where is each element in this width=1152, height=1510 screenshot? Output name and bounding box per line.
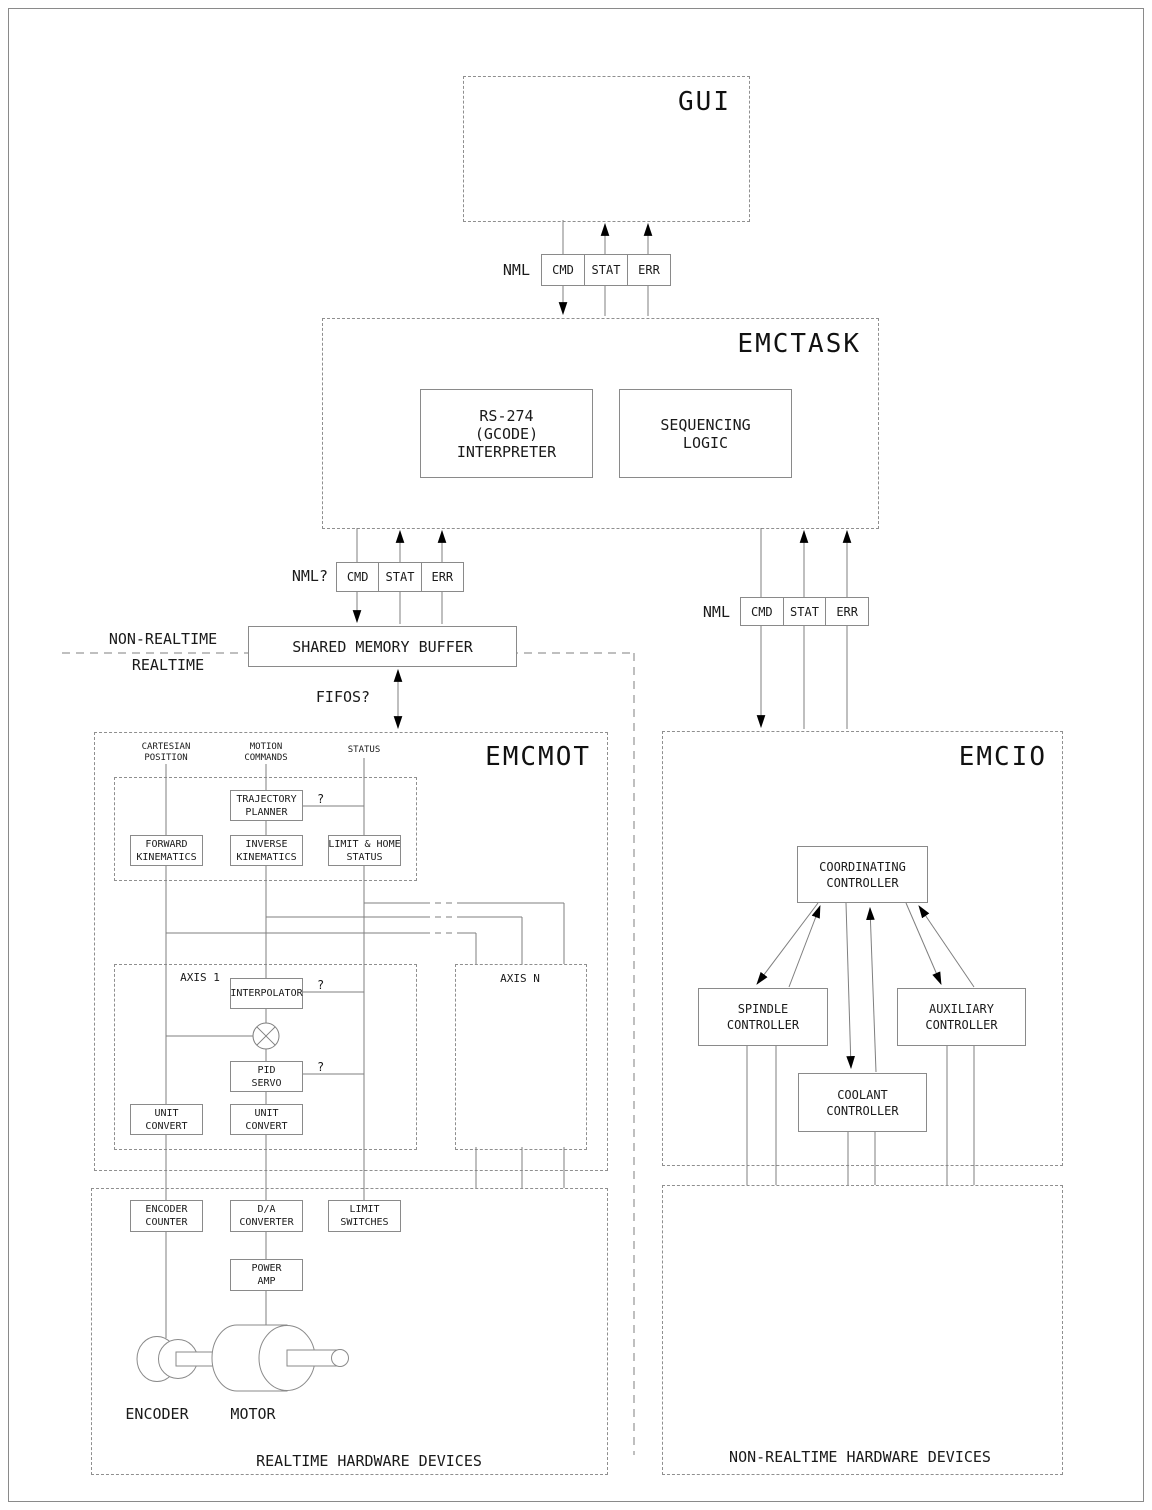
motor-shaft-icon: [287, 1350, 338, 1366]
auxiliary-controller-box: AUXILIARY CONTROLLER: [897, 988, 1026, 1046]
rs274-interpreter-box: [420, 389, 593, 478]
nml-gui-err: ERR: [627, 255, 670, 285]
nml-task-err: ERR: [421, 563, 463, 591]
realtime-hardware-caption: REALTIME HARDWARE DEVICES: [256, 1452, 482, 1470]
nml-gui-label: NML: [502, 261, 530, 279]
rs274-line1: RS-274: [479, 406, 534, 425]
nml-io-err: ERR: [825, 598, 868, 625]
emcio-title: EMCIO: [958, 742, 1047, 772]
header-status: STATUS: [347, 745, 381, 755]
summing-junction-icon: [253, 1023, 279, 1049]
spindle-controller-box: SPINDLE CONTROLLER: [698, 988, 828, 1046]
nml-task-stat: STAT: [378, 563, 420, 591]
encoder-label: ENCODER: [125, 1405, 189, 1423]
sequencing-logic-box: [619, 389, 792, 478]
limit-home-status-box: LIMIT & HOME STATUS: [328, 835, 401, 866]
power-amp-box: POWER AMP: [230, 1259, 303, 1291]
axisn-label: AXIS N: [500, 972, 540, 985]
nml-gui-cmd: CMD: [552, 263, 574, 277]
axis1-label: AXIS 1: [180, 971, 220, 984]
nml-gui-row: [541, 254, 671, 286]
motor-label: MOTOR: [230, 1405, 276, 1423]
nml-task-cmd: CMD: [346, 570, 369, 584]
nml-io-stat: STAT: [783, 598, 826, 625]
question-mark-pid: ?: [317, 1060, 325, 1074]
question-mark-interpolator: ?: [317, 978, 325, 992]
nml-task-label: NML?: [291, 567, 328, 585]
interpolator-box: INTERPOLATOR: [230, 978, 303, 1009]
rs274-line3: INTERPRETER: [456, 442, 557, 461]
sequencing-line1: SEQUENCING: [660, 415, 751, 434]
question-mark-trajectory: ?: [317, 792, 325, 806]
shared-memory-buffer-box: [248, 626, 517, 667]
gui-title: GUI: [678, 87, 731, 117]
encoder-shaft-icon: [176, 1352, 216, 1366]
header-motion-commands: MOTION COMMANDS: [244, 742, 288, 763]
forward-kinematics-box: FORWARD KINEMATICS: [130, 835, 203, 866]
encoder-motor-drawing: [137, 1325, 349, 1391]
unit-convert-left-box: UNIT CONVERT: [130, 1104, 203, 1135]
pid-servo-box: PID SERVO: [230, 1061, 303, 1092]
nml-io-label: NML: [702, 603, 730, 621]
limit-switches-box: LIMIT SWITCHES: [328, 1200, 401, 1232]
nml-io-cmd: CMD: [750, 604, 773, 619]
shared-memory-buffer-label: SHARED MEMORY BUFFER: [292, 637, 473, 656]
divider-nonrealtime-label: NON-REALTIME: [108, 630, 218, 648]
unit-convert-right-box: UNIT CONVERT: [230, 1104, 303, 1135]
sequencing-line2: LOGIC: [682, 433, 729, 452]
emcmot-title: EMCMOT: [485, 742, 591, 772]
trajectory-planner-box: TRAJECTORY PLANNER: [230, 790, 303, 821]
emctask-title: EMCTASK: [737, 329, 861, 359]
coolant-controller-box: COOLANT CONTROLLER: [798, 1073, 927, 1132]
nml-io-row: [740, 597, 869, 626]
nml-task-row: [336, 562, 464, 592]
nml-gui-stat: STAT: [584, 255, 627, 285]
motor-shaft-end-icon: [332, 1350, 349, 1367]
rs274-line2: (GCODE): [474, 424, 539, 443]
fifos-label: FIFOS?: [315, 688, 371, 706]
divider-realtime-label: REALTIME: [131, 656, 205, 674]
da-converter-box: D/A CONVERTER: [230, 1200, 303, 1232]
inverse-kinematics-box: INVERSE KINEMATICS: [230, 835, 303, 866]
coordinating-controller-box: COORDINATING CONTROLLER: [797, 846, 928, 903]
nonrealtime-hardware-caption: NON-REALTIME HARDWARE DEVICES: [729, 1448, 991, 1466]
header-cartesian-position: CARTESIAN POSITION: [141, 742, 191, 763]
encoder-counter-box: ENCODER COUNTER: [130, 1200, 203, 1232]
